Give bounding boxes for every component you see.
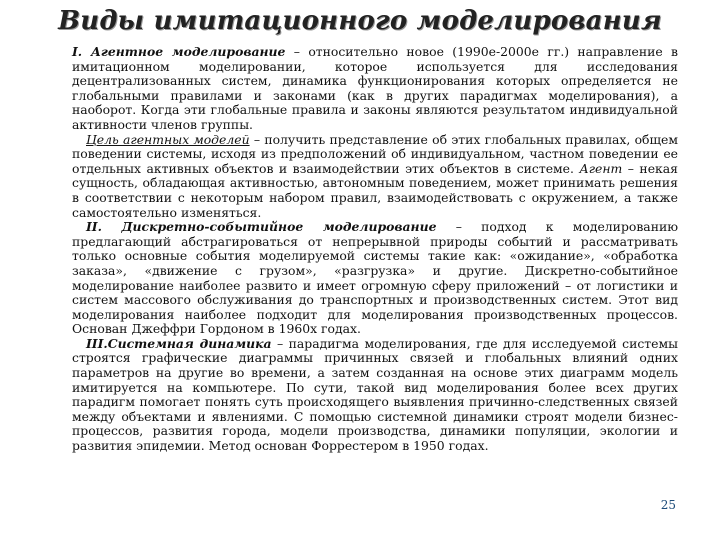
- paragraph-system-dynamics: [72, 337, 678, 454]
- slide-title: Виды имитационного моделирования: [58, 6, 662, 36]
- paragraph-discrete-event-text: – подход к моделированию предлагающий абстрагироваться от непрерывной природы событий и рассматривать только основные события моделируемой системы такие как: «ожидание», «обработка заказа», «движение с грузом», «разгрузка» и другие. Дискретно-событийное моделирование наиболее развито и имеет огромную сферу приложений – от логистики и систем массового обслуживания до транспортных и производственных систем. Этот вид моделирования наиболее подходит для моделирования производственных процессов. Основан Джеффри Гордоном в 1960х годах.: [72, 219, 678, 337]
- term-discrete-event: II. Дискретно-событийное моделирование: [86, 219, 437, 235]
- paragraph-agent-goal: [72, 133, 678, 221]
- paragraph-agent-modeling: [72, 45, 678, 133]
- paragraph-agent-definition-text: – некая сущность, обладающая активностью, автономным поведением, может принимать решения в соответствии с некоторым набором правил, взаимодействовать с окружением, а также самостоятельно изменяться.: [72, 160, 678, 220]
- paragraph-discrete-event: [72, 220, 678, 337]
- term-system-dynamics: III.Системная динамика: [86, 335, 272, 351]
- paragraph-agent-modeling-text: – относительно новое (1990е-2000е гг.) направление в имитационном моделировании, которое используется для исследования децентрализованных систем, динамика функционирования которых определяется не глобальными правилами и законами (как в других парадигмах моделирования), а наоборот. Когда эти глобальные правила и законы являются результатом индивидуальной активности членов группы.: [72, 44, 678, 132]
- paragraph-system-dynamics-text: – парадигма моделирования, где для исследуемой системы строятся графические диаграммы причинных связей и глобальных влияний одних параметров на другие во времени, а затем созданная на основе этих диаграмм модель имитируется на компьютере. По сути, такой вид моделирования более всех других парадигм помогает понять суть происходящего выявления причинно-следственных связей между объектами и явлениями. С помощью системной динамики строят модели бизнес-процессов, развития города, модели производства, динамики популяции, экологии и развития эпидемии. Метод основан Форрестером в 1950 годах.: [72, 335, 678, 454]
- term-goal: Цель агентных моделей: [86, 131, 250, 147]
- page-number: 25: [660, 498, 676, 512]
- term-agent: Агент: [579, 160, 623, 176]
- paragraph-agent-goal-text: – получить представление об этих глобальных правилах, общем поведении системы, исходя из предположений об индивидуальном, частном поведении ее отдельных активных объектов и взаимодействии этих объектов в системе.: [72, 131, 678, 176]
- term-agent-modeling: I. Агентное моделирование: [72, 44, 286, 59]
- slide-body: [72, 45, 678, 454]
